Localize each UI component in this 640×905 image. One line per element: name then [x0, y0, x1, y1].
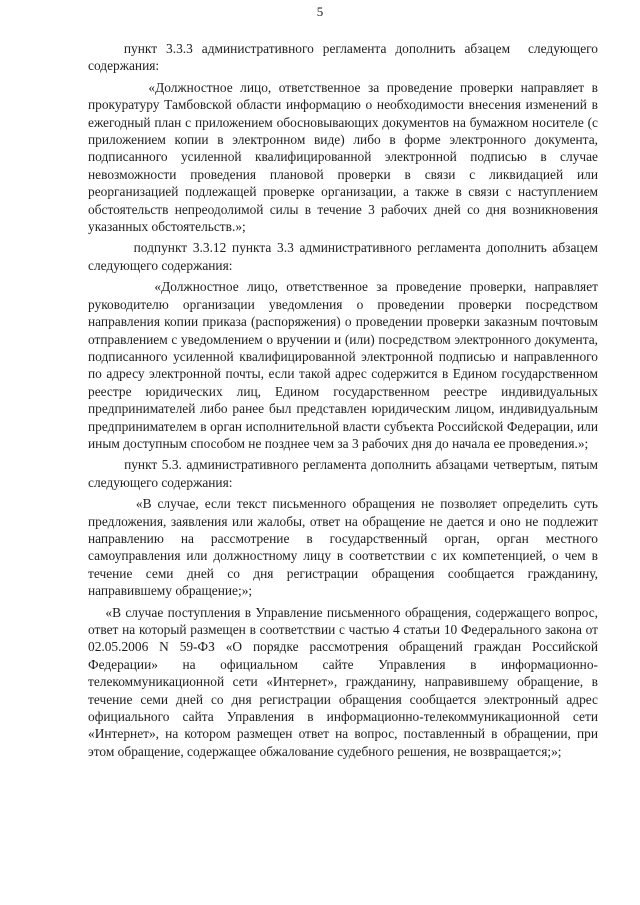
paragraph-amend-5-3: пункт 5.3. административного регламента дополнить абзацами четвертым, пятым следующего содержания: — [88, 457, 602, 490]
paragraph-quote-unclear-appeal: «В случае, если текст письменного обращения не позволяет определить суть предложения, заявления или жалобы, ответ на обращение не дается и оно не подлежит направлению на рассмотрение в государственный орган, орган местного самоуправления или должностному лицу в соответствии с их компетенцией, о чем в течение семи дней со дня регистрации обращения сообщается гражданину, направившему обращение;»; — [88, 496, 602, 599]
paragraph-amend-3-3-12: подпункт 3.3.12 пункта 3.3 административного регламента дополнить абзацем следующего содержания: — [88, 240, 602, 273]
paragraph-quote-published-answer: «В случае поступления в Управление письменного обращения, содержащего вопрос, ответ на который размещен в соответствии с частью 4 статьи 10 Федерального закона от 02.05.2006 N 59-ФЗ «О порядке рассмотрения обращений граждан Российской Федерации» на официальном сайте Управления в информационно-телекоммуникационной сети «Интернет», гражданину, направившему обращение, в течение семи дней со дня регистрации обращения сообщается электронный адрес официального сайта Управления в информационно-телекоммуникационной сети «Интернет», на котором размещен ответ на вопрос, поставленный в обращении, при этом обращение, содержащее обжалование судебного решения, не возвращается;»; — [88, 604, 602, 759]
paragraph-quote-prosecutor-notice: «Должностное лицо, ответственное за проведение проверки направляет в прокуратуру Тамбовской области информацию о необходимости внесения изменений в ежегодный план с приложением обосновывающих документов на бумажном носителе (с приложением копии в электронном виде) либо в форме электронного документа, подписанного усиленной квалифицированной электронной подписью в случае невозможности проведения плановой проверки в связи с ликвидацией или реорганизацией подлежащей проверке организации, а также в связи с наступлением обстоятельств непреодолимой силы в течение 3 рабочих дней со дня возникновения указанных обстоятельств.»; — [88, 79, 602, 235]
document-body — [88, 40, 602, 760]
paragraph-quote-inspection-notice: «Должностное лицо, ответственное за проведение проверки, направляет руководителю организации уведомления о проведении проверки посредством направления копии приказа (распоряжения) о проведении проверки заказным почтовым отправлением с уведомлением о вручении и (или) посредством электронного документа, подписанного усиленной квалифицированной электронной подписью и направленного по адресу электронной почты, если такой адрес содержится в Едином государственном реестре юридических лиц, Едином государственном реестре индивидуальных предпринимателей либо ранее был представлен юридическим лицом, индивидуальным предпринимателем в орган исполнительной власти субъекта Российской Федерации, или иным доступным способом не позднее чем за 3 рабочих дня до начала ее проведения.»; — [88, 279, 602, 451]
paragraph-amend-3-3-3: пункт 3.3.3 административного регламента дополнить абзацем следующего содержания: — [88, 41, 602, 74]
page-number: 5 — [316, 4, 324, 19]
